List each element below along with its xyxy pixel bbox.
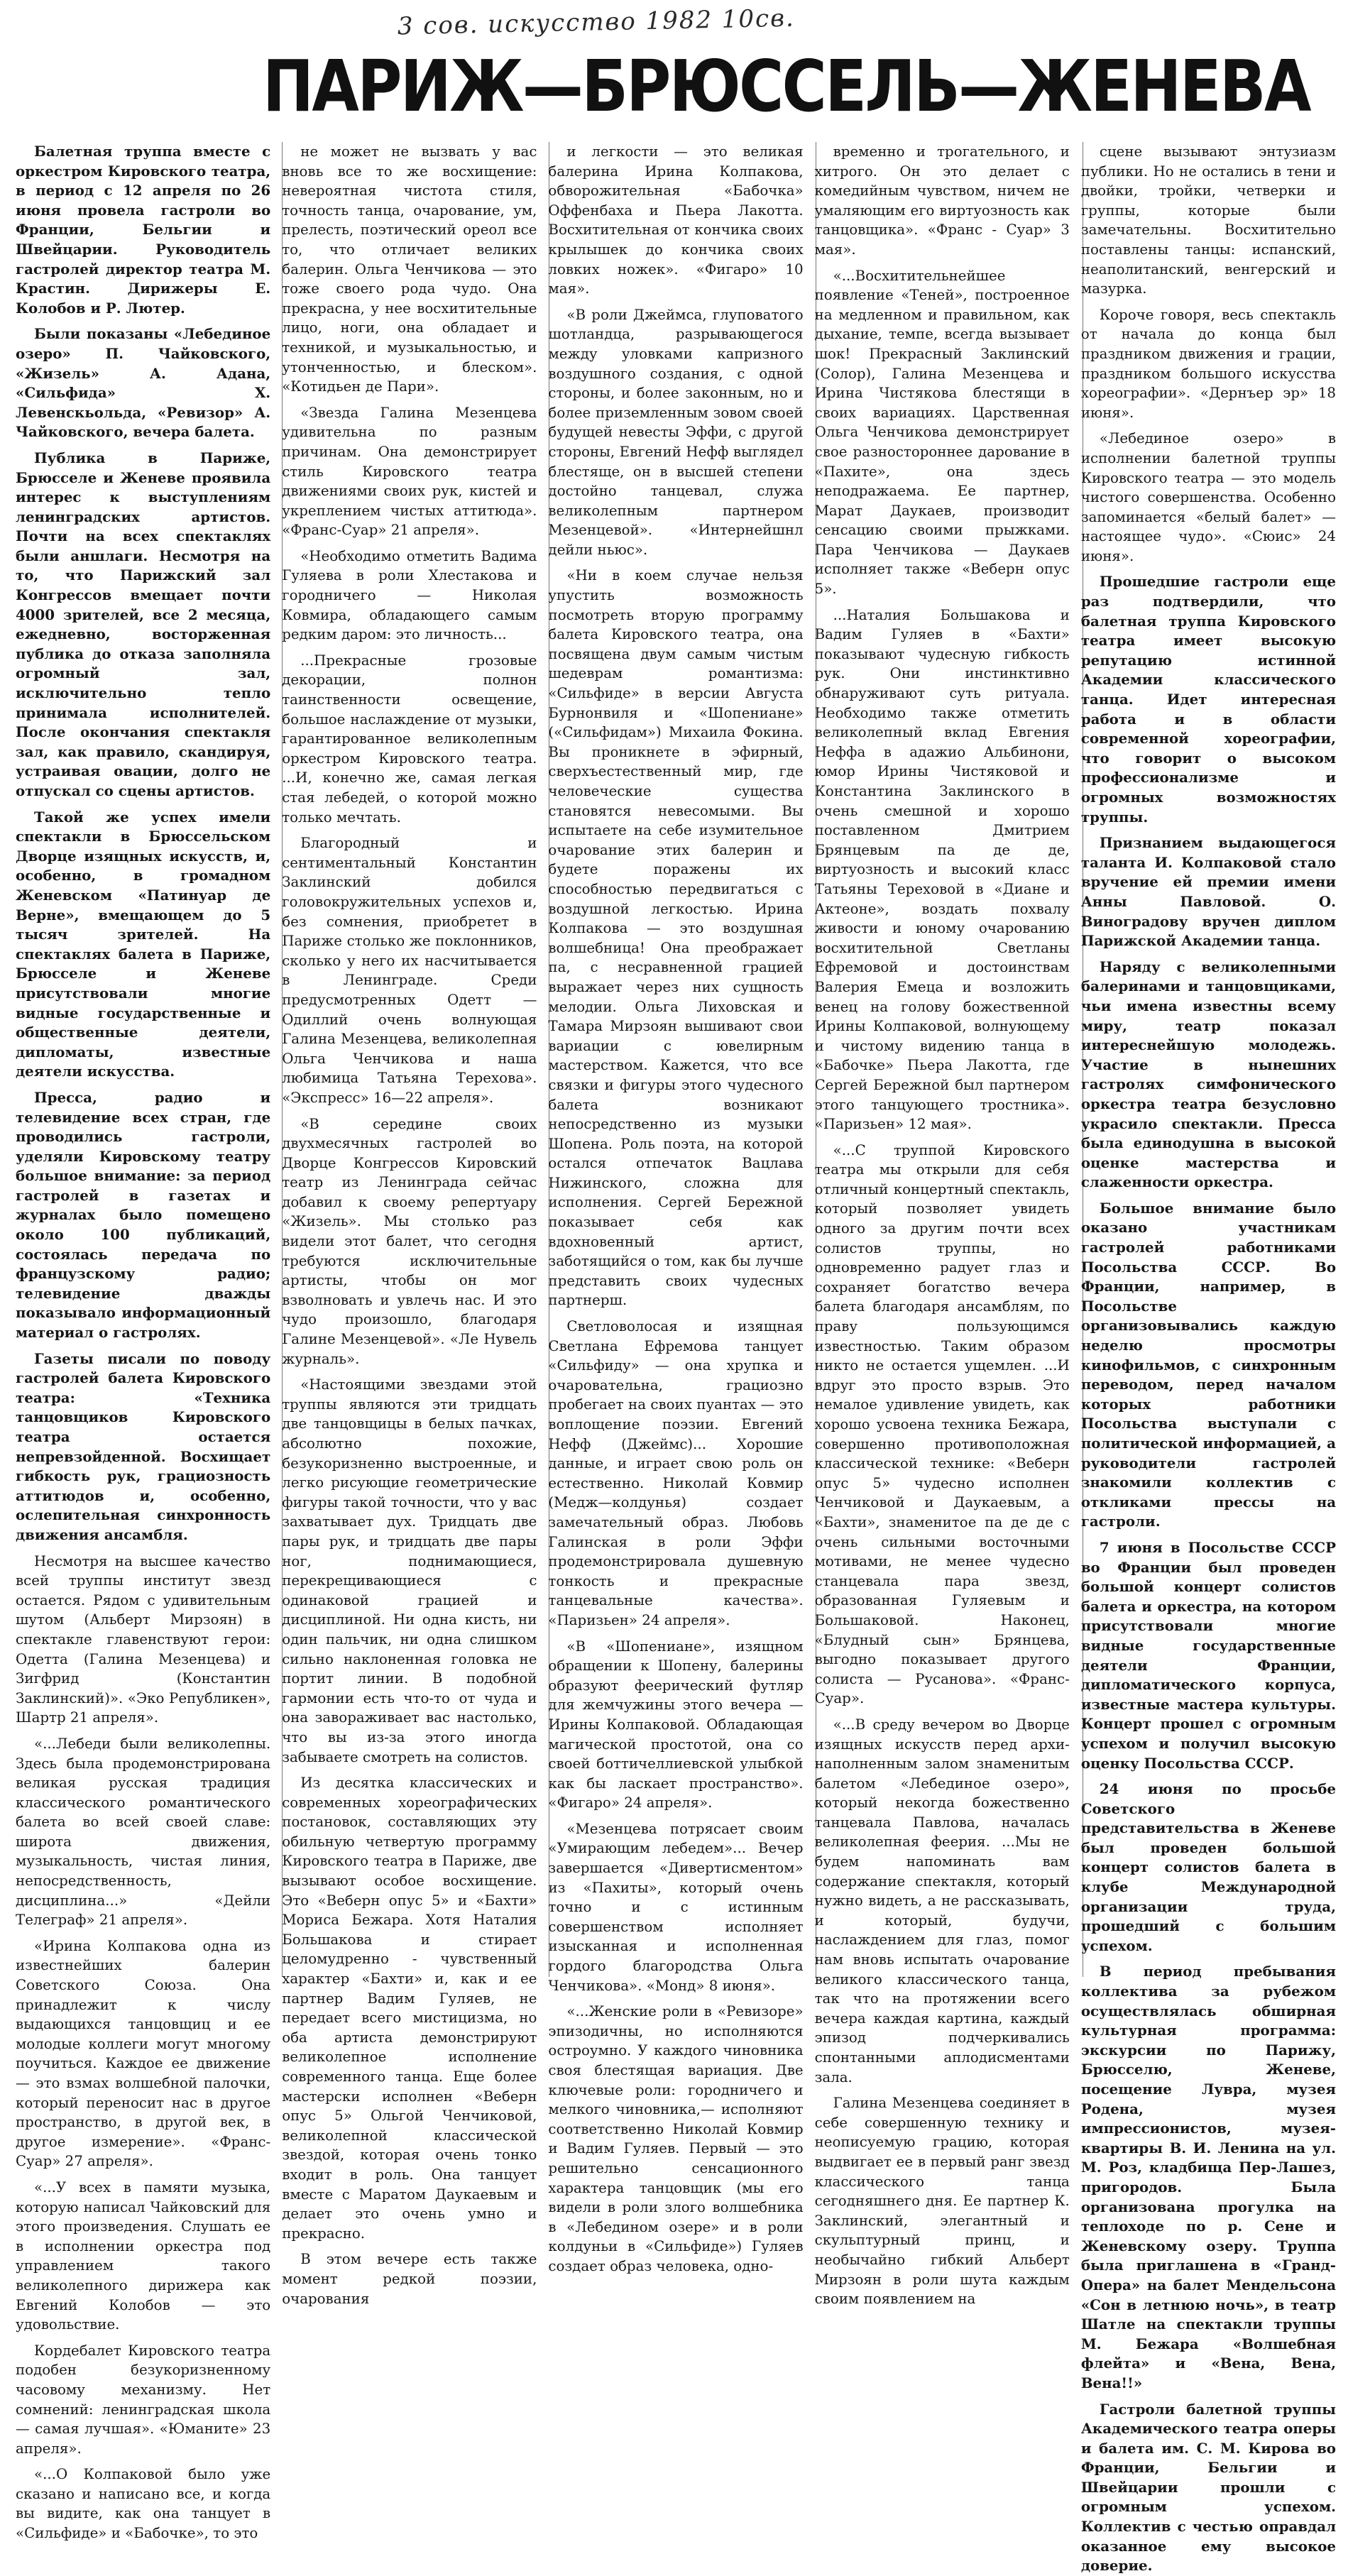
paragraph: Благородный и сентиментальный Константин Заклинский добился головокружительных успехов и, без сомнения, приобретет в Париже столько же поклонников, сколько у него их насчитывается в Ленинграде. Среди предусмотренных Одетт — Одиллий очень волнующая Галина Мезенцева, великолепная Ольга Ченчикова и наша любимица Татьяна Терехова». «Экспресс» 16—22 апреля».	[282, 835, 537, 1106]
paragraph: сцене вызывают энтузиазм публики. Но не остались в тени и двойки, тройки, четверки и группы, которые были замечательны. Восхитительно поставлены танцы: испанский, неаполитанский, венгерский и мазурка.	[1080, 143, 1337, 297]
paragraph: «Звезда Галина Мезенцева удивительна по разным причинам. Она демонстрирует стиль Кировского театра движениями своих рук, кистей и укреплением чистых аттитюда». «Франс-Суар» 21 апреля».	[282, 404, 537, 539]
paragraph: Наряду с великолепными балеринами и танцовщиками, чьи имена известны всему миру, театр показал интереснейшую молодежь. Участие в нынешних гастролях симфонического оркестра театра безусловно украсило спектакли. Пресса была единодушна в высокой оценке мастерства и слаженности оркестра.	[1080, 958, 1337, 1191]
paragraph: Короче говоря, весь спектакль от начала до конца был праздником движения и грации, праздником большого искусства хореографии». «Дернъер эр» 18 июня».	[1080, 306, 1337, 421]
paragraph: «Необходимо отметить Вадима Гуляева в роли Хлестакова и городничего — Николая Ковмира, обладающего самым редким даром: это личность...	[282, 547, 537, 643]
headline: ПАРИЖ—БРЮССЕЛЬ—ЖЕНЕВА	[263, 45, 1310, 128]
paragraph: Кордебалет Кировского театра подобен безукоризненному часовому механизму. Нет сомнений: ленинградская школа — самая лучшая». «Юманите» 23 апреля».	[16, 2342, 271, 2457]
paragraph: 24 июня по просьбе Советского представительства в Женеве был проведен большой концерт солистов балета в клубе Международной организации труда, прошедший с большим успехом.	[1080, 1780, 1337, 1954]
paragraph: 7 июня в Посольстве СССР во Франции был проведен большой концерт солистов балета и оркестра, на котором присутствовали многие видные государственные деятели Франции, дипломатического корпуса, известные мастера культуры. Концерт прошел с огромным успехом и получил высокую оценку Посольства СССР.	[1080, 1538, 1337, 1772]
paragraph: «...Восхитительнейшее появление «Теней», построенное на медленном и правильном, как дыхание, темпе, всегда вызывает шок! Прекрасный Заклинский (Солор), Галина Мезенцева и Ирина Чистякова блестящи в своих вариациях. Царственная Ольга Ченчикова демонстрирует свое разностороннее дарование в «Пахите», она здесь неподражаема. Ее партнер, Марат Даукаев, производит сенсацию своими прыжками. Пара Ченчикова — Даукаев исполняет также «Веберн опус 5».	[814, 267, 1070, 598]
article-column-5	[1080, 142, 1337, 2575]
paragraph: Были показаны «Лебединое озеро» П. Чайковского, «Жизель» А. Адана, «Сильфида» Х. Левенскьольда, «Ревизор» А. Чайковского, вечера балета.	[16, 325, 271, 441]
paragraph: «...В среду вечером во Дворце изящных искусств перед архи-наполненным залом знаменитым балетом «Лебединое озеро», который некогда божественно танцевала Павлова, началась великолепная феерия. ...Мы не будем напоминать вам содержание спектакля, который нужно видеть, а не рассказывать, и который, будучи, наслаждением для глаз, помог нам вновь испытать очарование великого классического танца, так что на протяжении всего вечера каждая картина, каждый эпизод подчеркивались спонтанными аплодисментами зала.	[814, 1716, 1070, 2086]
article-column-2	[282, 142, 537, 2307]
article-column-3	[548, 142, 804, 2274]
paragraph: Светловолосая и изящная Светлана Ефремова танцует «Сильфиду» — она хрупка и очаровательна, грациозно пробегает на своих пуантах — это воплощение поэзии. Евгений Нефф (Джеймс)... Хорошие данные, и играет свою роль он естественно. Николай Ковмир (Медж—колдунья) создает замечательный образ. Любовь Галинская в роли Эффи продемонстрировала душевную тонкость и прекрасные танцевальные качества». «Паризьен» 24 апреля».	[548, 1318, 804, 1628]
paragraph: Балетная труппа вместе с оркестром Кировского театра, в период с 12 апреля по 26 июня провела гастроли во Франции, Бельгии и Швейцарии. Руководитель гастролей директор театра М. Крастин. Дирижеры Е. Колобов и Р. Лютер.	[16, 143, 271, 317]
handwritten-note: 3 сов. искусство 1982 10св.	[397, 4, 796, 41]
paragraph: В период пребывания коллектива за рубежом осуществлялась обширная культурная программа: экскурсии по Парижу, Брюсселю, Женеве, посещение Лувра, музея Родена, музея импрессионистов, музея-квартиры В. И. Ленина на ул. М. Роз, кладбища Пер-Лашез, пригородов. Была организована прогулка на теплоходе по р. Сене и Женевскому озеру. Труппа была приглашена в «Гранд-Опера» на балет Мендельсона «Сон в летнюю ночь», в театр Шатле на спектакли труппы М. Бежара «Волшебная флейта» и «Вена, Вена, Вена!!»	[1080, 1963, 1337, 2391]
paragraph: «...О Колпаковой было уже сказано и написано все, и когда вы видите, как она танцует в «Сильфиде» и «Бабочке», то это	[16, 2466, 271, 2542]
paragraph: ...Прекрасные грозовые декорации, полнон таинственности освещение, большое наслаждение от музыки, гарантированное великолепным оркестром Кировского театра. ...И, конечно же, самая легкая стая лебедей, о которой можно только мечтать.	[282, 652, 537, 826]
paragraph: Такой же успех имели спектакли в Брюссельском Дворце изящных искусств, и, особенно, в громадном Женевском «Патинуар де Верне», вмещающем до 5 тысяч зрителей. На спектаклях балета в Париже, Брюсселе и Женеве присутствовали многие видные государственные и общественные деятели, дипломаты, известные деятели искусства.	[16, 808, 271, 1080]
article-column-1	[16, 142, 271, 2542]
paragraph: «...С труппой Кировского театра мы открыли для себя отличный концертный спектакль, который позволяет увидеть одного за другим почти всех солистов труппы, но одновременно радует глаз и сохраняет богатство вечера балета благодаря ансамблям, по праву пользующимся известностью. Таким образом никто не остается ущемлен. ...И вдруг это просто взрыв. Это немалое удивление увидеть, как хорошо усвоена техника Бежара, совершенно противоположная классической технике: «Веберн опус 5» чудесно исполнен Ченчиковой и Даукаевым, а «Бахти», знаменитое па де де с очень сильными восточными мотивами, не менее чудесно станцевала пара звезд, образованная Гуляевым и Большаковой. Наконец, «Блудный сын» Брянцева, выгодно показывает другого солиста — Русанова». «Франс-Суар».	[814, 1141, 1070, 1707]
paragraph: Публика в Париже, Брюсселе и Женеве проявила интерес к выступлениям ленинградских артистов. Почти на всех спектаклях были аншлаги. Несмотря на то, что Парижский зал Конгрессов вмещает почти 4000 зрителей, все 2 месяца, ежедневно, восторженная публика до отказа заполняла огромный зал, исключительно тепло принимала исполнителей. После окончания спектакля зал, как правило, скандируя, устраивая овации, долго не отпускал со сцены артистов.	[16, 449, 271, 799]
paragraph: «Ни в коем случае нельзя упустить возможность посмотреть вторую программу балета Кировского театра, она посвящена двум самым чистым шедеврам романтизма: «Сильфиде» в версии Августа Бурнонвиля и «Шопениане» («Сильфидам») Михаила Фокина. Вы проникнете в эфирный, сверхъестественный мир, где человеческие существа становятся невесомыми. Вы испытаете на себе изумительное очарование этих балерин и будете поражены их способностью передвигаться с воздушной легкостью. Ирина Колпакова — это воздушная волшебница! Она преображает па, с несравненной грацией выражает через них сущность мелодии. Ольга Лиховская и Тамара Мирзоян вышивают свои вариации с ювелирным мастерством. Кажется, что все связки и фигуры этого чудесного балета возникают непосредственно из музыки Шопена. Роль поэта, на которой остался отпечаток Вацлава Нижинского, сложна для исполнения. Сергей Бережной показывает себя как вдохновенный артист, заботящийся о том, как бы лучше представить своих чудесных партнерш.	[548, 567, 804, 1309]
paragraph: ...Наталия Большакова и Вадим Гуляев в «Бахти» показывают чудесную гибкость рук. Они инстинктивно обнаруживают суть ритуала. Необходимо также отметить великолепный вклад Евгения Неффа в адажио Альбинони, юмор Ирины Чистяковой и Константина Заклинского в очень смешной и хорошо поставленном Дмитрием Брянцевым па де де, виртуозность и высокий класс Татьяны Тереховой в «Диане и Актеоне», воздать похвалу живости и юному очарованию восхитительной Светланы Ефремовой и достоинствам Валерия Емеца и возложить венец на голову божественной Ирины Колпаковой, волнующему и чистому видению танца в «Бабочке» Пьера Лакотта, где Сергей Бережной был партнером этого танцующего тростника». «Паризьен» 12 мая».	[814, 606, 1070, 1133]
paragraph: не может не вызвать у вас вновь все то же восхищение: невероятная чистота стиля, точность танца, очарование, ум, прелесть, поэтический ореол все то, что отличает великих балерин. Ольга Ченчикова — это тоже своего рода чудо. Она прекрасна, у нее восхитительные лицо, ноги, она обладает и техникой, и музыкальностью, и утонченностью, и блеском». «Котидьен де Пари».	[282, 143, 537, 395]
paragraph: и легкости — это великая балерина Ирина Колпакова, обворожительная «Бабочка» Оффенбаха и Пьера Лакотта. Восхитительная от кончика своих крылышек до кончика своих ловких ножек». «Фигаро» 10 мая».	[548, 143, 804, 297]
paragraph: «В роли Джеймса, глуповатого шотландца, разрывающегося между уловками капризного воздушного создания, с одной стороны, и более законным, но и более приземленным зовом своей будущей невесты Эффи, с другой стороны, Евгений Нефф выглядел блестяще, он в высшей степени достойно танцевал, служа великолепным партнером Мезенцевой». «Интернейшнл дейли ньюс».	[548, 306, 804, 558]
paragraph: Из десятка классических и современных хореографических постановок, составляющих эту обильную четвертую программу Кировского театра в Париже, две вызывают особое восхищение. Это «Веберн опус 5» и «Бахти» Мориса Бежара. Хотя Наталия Большакова и стирает целомудренно - чувственный характер «Бахти» и, как и ее партнер Вадим Гуляев, не передает всего мистицизма, но оба артиста демонстрируют великолепное исполнение современного танца. Еще более мастерски исполнен «Веберн опус 5» Ольгой Ченчиковой, великолепной классической звездой, которая очень тонко входит в роль. Она танцует вместе с Маратом Даукаевым и делает это очень умно и прекрасно.	[282, 1775, 537, 2242]
article-body	[16, 142, 1337, 2575]
article-column-4	[814, 142, 1070, 2308]
paragraph: Признанием выдающегося таланта И. Колпаковой стало вручение ей премии имени Анны Павловой. О. Виноградову вручен диплом Парижской Академии танца.	[1080, 834, 1337, 950]
paragraph: «В середине своих двухмесячных гастролей во Дворце Конгрессов Кировский театр из Ленинграда сейчас добавил к своему репертуару «Жизель». Мы столько раз видели этот балет, что сегодня требуются исключительные артисты, чтобы он мог взволновать и увлечь нас. И это чудо произошло, благодаря Галине Мезенцевой». «Ле Нувель журналь».	[282, 1115, 537, 1367]
paragraph: «...У всех в памяти музыка, которую написал Чайковский для этого произведения. Слушать ее в исполнении оркестра под управлением такого великолепного дирижера как Евгений Колобов — это удовольствие.	[16, 2178, 271, 2333]
paragraph: Пресса, радио и телевидение всех стран, где проводились гастроли, уделяли Кировскому театру большое внимание: за период гастролей в газетах и журналах было помещено около 100 публикаций, состоялась передача по французскому радио; телевидение дважды показывало информационный материал о гастролях.	[16, 1088, 271, 1342]
paragraph: «Настоящими звездами этой труппы являются эти тридцать две танцовщицы в белых пачках, абсолютно похожие, безукоризненно выстроенные, и легко рисующие геометрические фигуры такой точности, что у вас захватывает дух. Тридцать две пары рук, и тридцать две пары ног, поднимающиеся, перекрещивающиеся с одинаковой грацией и дисциплиной. Ни одна кисть, ни один пальчик, ни одна слишком сильно наклоненная головка не портит линии. В подобной гармонии есть что-то от чуда и она завораживает вас настолько, что вы из-за этого иногда забываете смотреть на солистов.	[282, 1376, 537, 1765]
paragraph: временно и трогательного, и хитрого. Он это делает с комедийным чувством, ничем не умаляющим его виртуозность как танцовщика». «Франс - Суар» 3 мая».	[814, 143, 1070, 258]
paragraph: «...Женские роли в «Ревизоре» эпизодичны, но исполняются остроумно. У каждого чиновника своя блестящая вариация. Две ключевые роли: городничего и мелкого чиновника,— исполняют соответственно Николай Ковмир и Вадим Гуляев. Первый — это решительно сенсационного характера танцовщик (мы его видели в роли злого волшебника в «Лебедином озере» и в роли колдуньи в «Сильфиде») Гуляев создает образ человека, одно-	[548, 2003, 804, 2274]
paragraph: В этом вечере есть также момент редкой поэзии, очарования	[282, 2251, 537, 2307]
paragraph: Газеты писали по поводу гастролей балета Кировского театра: «Техника танцовщиков Кировского театра остается непревзойденной. Восхищает гибкость рук, грациозность аттитюдов и, особенно, ослепительная синхронность движения ансамбля.	[16, 1349, 271, 1543]
paragraph: «Мезенцева потрясает своим «Умирающим лебедем»... Вечер завершается «Дивертисментом» из «Пахиты», который очень точно и с истинным совершенством исполняет изысканная и исполненная гордого благородства Ольга Ченчикова». «Монд» 8 июня».	[548, 1820, 804, 1994]
paragraph: «В «Шопениане», изящном обращении к Шопену, балерины образуют феерический футляр для жемчужины этого вечера — Ирины Колпаковой. Обладающая магической простотой, она со своей боттичеллиевской улыбкой как бы ласкает пространство». «Фигаро» 24 апреля».	[548, 1638, 804, 1812]
paragraph: Несмотря на высшее качество всей труппы институт звезд остается. Рядом с удивительным шутом (Альберт Мирзоян) в спектакле главенствуют герои: Одетта (Галина Мезенцева) и Зигфрид (Константин Заклинский)». «Эко Републикен», Шартр 21 апреля».	[16, 1552, 271, 1726]
paragraph: «Лебединое озеро» в исполнении балетной труппы Кировского театра — это модель чистого совершенства. Особенно запоминается «белый балет» — настоящее чудо». «Сюис» 24 июня».	[1080, 430, 1337, 564]
paragraph: Большое внимание было оказано участникам гастролей работниками Посольства СССР. Во Франции, например, в Посольстве организовывались каждую неделю просмотры кинофильмов, с синхронным переводом, перед началом которых работники Посольства выступали с политической информацией, а руководители гастролей знакомили коллектив с откликами прессы на гастроли.	[1080, 1199, 1337, 1530]
paragraph: Прошедшие гастроли еще раз подтвердили, что балетная труппа Кировского театра имеет высокую репутацию истинной Академии классического танца. Идет интересная работа и в области современной хореографии, что говорит о высоком профессионализме и огромных возможностях труппы.	[1080, 573, 1337, 826]
paragraph: Галина Мезенцева соединяет в себе совершенную технику и неописуемую грацию, которая выдвигает ее в первый ранг звезд классического танца сегодняшнего дня. Ее партнер К. Заклинский, элегантный и скульптурный принц, и необычайно гибкий Альберт Мирзоян в роли шута каждым своим появлением на	[814, 2095, 1070, 2308]
paragraph: «Ирина Колпакова одна из известнейших балерин Советского Союза. Она принадлежит к числу выдающихся танцовщиц и ее молодые коллеги могут многому поучиться. Каждое ее движение — это взмах волшебной палочки, который переносит нас в другое пространство, в другой век, в другое измерение». «Франс-Суар» 27 апреля».	[16, 1937, 271, 2170]
paragraph: «...Лебеди были великолепны. Здесь была продемонстрирована великая русская традиция классического романтического балета во всей своей славе: широта движения, музыкальность, чистая линия, непосредственность, дисциплина...» «Дейли Телеграф» 21 апреля».	[16, 1735, 271, 1929]
paragraph: Гастроли балетной труппы Академического театра оперы и балета им. С. М. Кирова во Франции, Бельгии и Швейцарии прошли с огромным успехом. Коллектив с честью оправдал оказанное ему высокое доверие.	[1080, 2400, 1337, 2575]
